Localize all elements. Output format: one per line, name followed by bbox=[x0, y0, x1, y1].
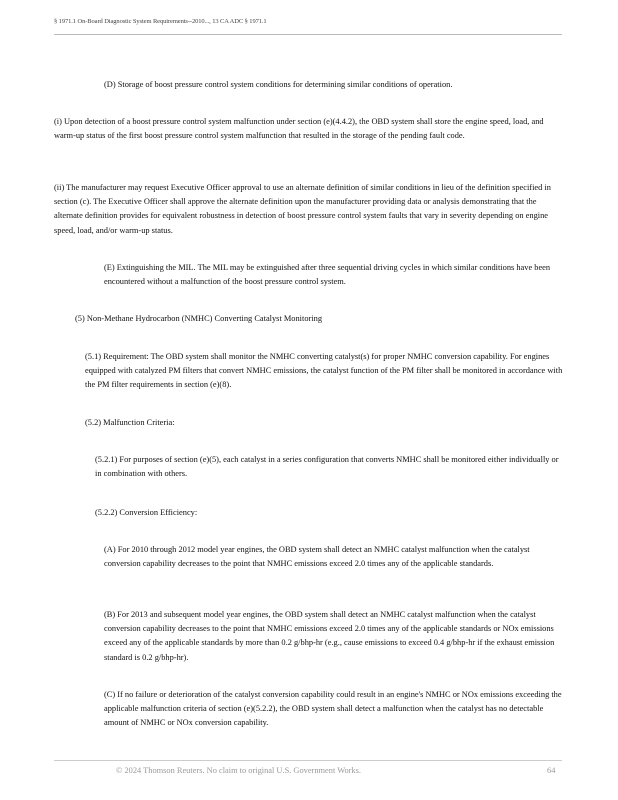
paragraph-b-2013-subsequent: (B) For 2013 and subsequent model year engines, the OBD system shall detect an NMHC catalyst malfunction when the catalyst conversion capability decreases to the point that NMHC emissions exceed 2.0 times any of the applicable standards or NOx emissions exceed any of the applicable standards by more than 0.2 g/bhp-hr (e.g., cause emissions to exceed 0.4 g/bhp-hr if the exhaust emission standard is 0.2 g/bhp-hr). bbox=[104, 610, 555, 662]
paragraph-a-2010-2012: (A) For 2010 through 2012 model year engines, the OBD system shall detect an NMHC catalyst malfunction when the catalyst conversion capability decreases to the point that NMHC emissions exceed 2.0 times any of the applicable standards. bbox=[104, 545, 530, 569]
paragraph-e-extinguishing: (E) Extinguishing the MIL. The MIL may be extinguished after three sequential driving cycles in which similar conditions have been encountered without a malfunction of the boost pressure control system. bbox=[104, 263, 551, 287]
paragraph-5-1-requirement: (5.1) Requirement: The OBD system shall monitor the NMHC converting catalyst(s) for proper NMHC conversion capability. For engines equipped with catalyzed PM filters that convert NMHC emissions, the catalyst function of the PM filter shall be monitored in accordance with the PM filter requirements in section (e)(8). bbox=[85, 352, 563, 390]
paragraph-5-2-2: (5.2.2) Conversion Efficiency: bbox=[95, 508, 198, 517]
section-heading-5: (5) Non-Methane Hydrocarbon (NMHC) Converting Catalyst Monitoring bbox=[75, 314, 323, 323]
footer-divider bbox=[54, 760, 562, 761]
header-divider bbox=[54, 34, 562, 35]
paragraph-5-2-criteria: (5.2) Malfunction Criteria: bbox=[85, 418, 175, 427]
paragraph-i-detection: (i) Upon detection of a boost pressure control system malfunction under section (e)(4.4.2), the OBD system shall store the engine speed, load, and warm-up status of the first boost pressure control system malfunction that resulted in the storage of the pending fault code. bbox=[54, 117, 544, 141]
page-number: 64 bbox=[547, 766, 556, 775]
paragraph-c-no-failure: (C) If no failure or deterioration of the catalyst conversion capability could result in an engine's NMHC or NOx emissions exceeding the applicable malfunction criteria of section (e)(5.2.2), the OBD system shall detect a malfunction when the catalyst has no detectable amount of NMHC or NOx conversion capability. bbox=[104, 690, 562, 728]
running-header: § 1971.1 On-Board Diagnostic System Requirements--2010..., 13 CA ADC § 1971.1 bbox=[54, 18, 267, 25]
paragraph-5-2-1: (5.2.1) For purposes of section (e)(5), each catalyst in a series configuration that converts NMHC shall be monitored either individually or in combination with others. bbox=[95, 455, 559, 479]
paragraph-d-storage: (D) Storage of boost pressure control system conditions for determining similar conditions of operation. bbox=[104, 80, 453, 89]
paragraph-ii-alternate: (ii) The manufacturer may request Executive Officer approval to use an alternate definition of similar conditions in lieu of the definition specified in section (c). The Executive Officer shall approve the alternate definition upon the manufacturer providing data or analysis demonstrating that the alternate definition provides for equivalent robustness in detection of boost pressure control system faults that vary in severity depending on engine speed, load, and/or warm-up status. bbox=[54, 183, 551, 235]
copyright-notice: © 2024 Thomson Reuters. No claim to original U.S. Government Works. bbox=[116, 766, 361, 775]
